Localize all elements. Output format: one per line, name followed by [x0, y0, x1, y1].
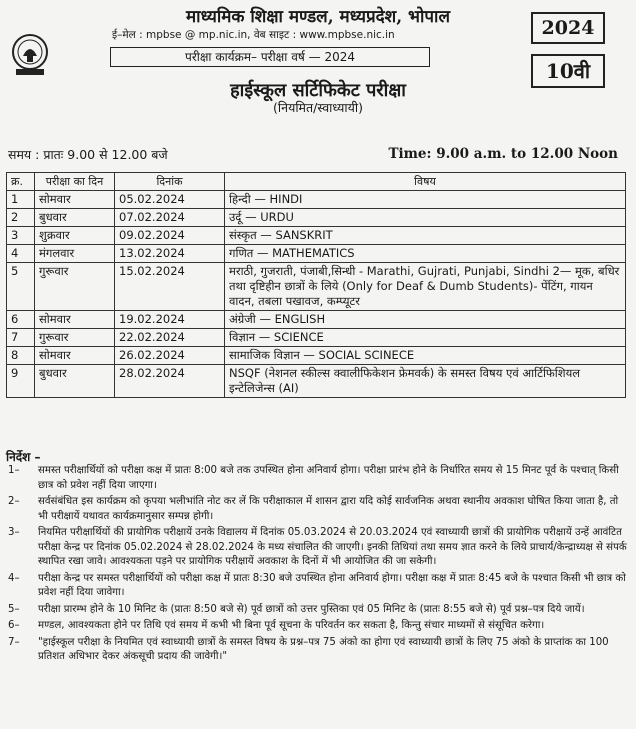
instruction-item: [8, 464, 628, 493]
row-date: 15.02.2024: [115, 263, 225, 311]
instruction-item: [8, 636, 628, 665]
table-header-row: [7, 173, 626, 191]
exam-subtitle: (नियमित/स्वाध्यायी): [273, 100, 363, 115]
instruction-number: 3–: [8, 527, 20, 538]
instructions-title: निर्देश –: [6, 450, 41, 464]
year-badge: 2024: [531, 12, 605, 44]
program-title: परीक्षा कार्यक्रम– परीक्षा वर्ष — 2024: [110, 47, 430, 67]
table-row: [7, 347, 626, 365]
instruction-item: [8, 603, 628, 618]
row-day: सोमवार: [35, 347, 115, 365]
table-row: [7, 227, 626, 245]
row-subject: संस्कृत — SANSKRIT: [225, 227, 626, 245]
row-date: 05.02.2024: [115, 191, 225, 209]
time-hindi: समय : प्रातः 9.00 से 12.00 बजे: [8, 147, 168, 162]
instruction-text: परीक्षा केन्द्र पर समस्त परीक्षार्थियों को परीक्षा कक्ष में प्रातः 8:30 बजे उपस्थित होना अनिवार्य होगा। परीक्षा कक्ष में प्रातः 8:45 बजे के पश्चात किसी भी छात्र को प्रवेश नहीं दिया जावेगा।: [38, 572, 626, 598]
table-row: [7, 311, 626, 329]
row-day: मंगलवार: [35, 245, 115, 263]
instruction-number: 2–: [8, 496, 20, 507]
row-subject: विज्ञान — SCIENCE: [225, 329, 626, 347]
instruction-text: "हाईस्कूल परीक्षा के नियमित एवं स्वाध्यायी छात्रों के समस्त विषय के प्रश्न–पत्र 75 अंको का होगा एवं स्वाध्यायी छात्रों के लिए 75 अंको के प्राप्तांक का 100 प्रतिशत अधिभार देकर अंकसूची प्रदाय की जावेगी।": [38, 636, 609, 662]
exam-title: हाईस्कूल सर्टिफिकेट परीक्षा: [230, 80, 406, 101]
instructions-list: [8, 464, 628, 667]
contact-line: ई–मेल : mpbse @ mp.nic.in, वेब साइट : www.mpbse.nic.in: [112, 29, 395, 41]
row-day: बुधवार: [35, 365, 115, 398]
header-day: परीक्षा का दिन: [35, 173, 115, 191]
table-row: [7, 191, 626, 209]
row-date: 26.02.2024: [115, 347, 225, 365]
row-date: 13.02.2024: [115, 245, 225, 263]
row-subject: सामाजिक विज्ञान — SOCIAL SCINECE: [225, 347, 626, 365]
row-serial: 9: [7, 365, 35, 398]
header-subject: विषय: [225, 173, 626, 191]
row-date: 07.02.2024: [115, 209, 225, 227]
row-date: 19.02.2024: [115, 311, 225, 329]
instruction-number: 4–: [8, 572, 20, 584]
instruction-item: [8, 572, 628, 601]
row-serial: 8: [7, 347, 35, 365]
instruction-text: परीक्षा प्रारम्भ होने के 10 मिनिट के (प्रातः 8:50 बजे से) पूर्व छात्रों को उत्तर पुस्तिका एवं 05 मिनिट के (प्रातः 8:55 बजे से) पूर्व प्रश्न–पत्र दिये जायें।: [38, 603, 585, 615]
row-date: 28.02.2024: [115, 365, 225, 398]
row-day: गुरूवार: [35, 263, 115, 311]
row-serial: 4: [7, 245, 35, 263]
row-subject: मराठी, गुजराती, पंजाबी,सिन्धी - Marathi, Gujrati, Punjabi, Sindhi 2— मूक, बधिर तथा दृष्टिहीन छात्रों के लिये (Only for Deaf & Dumb Students)- पेंटिंग, गायन वादन, तबला पखावज, कम्प्यूटर: [225, 263, 626, 311]
board-logo-icon: [10, 32, 50, 76]
row-serial: 1: [7, 191, 35, 209]
row-serial: 3: [7, 227, 35, 245]
row-serial: 7: [7, 329, 35, 347]
row-day: सोमवार: [35, 191, 115, 209]
table-row: [7, 209, 626, 227]
header-serial: क्र.: [7, 173, 35, 191]
board-name: माध्यमिक शिक्षा मण्डल, मध्यप्रदेश, भोपाल: [186, 7, 450, 27]
instruction-text: समस्त परीक्षार्थियों को परीक्षा कक्ष में प्रातः 8:00 बजे तक उपस्थित होना अनिवार्य होगा। परीक्षा प्रारंभ होने के निर्धारित समय से 15 मिनट पूर्व के पश्चात् किसी छात्र को प्रवेश नहीं दिया जाएगा।: [38, 465, 619, 491]
row-subject: हिन्दी — HINDI: [225, 191, 626, 209]
instruction-text: सर्वसंबंधित इस कार्यक्रम को कृपया भलीभांति नोट कर लें कि परीक्षाकाल में शासन द्वारा यदि कोई सार्वजनिक अथवा स्थानीय अवकाश घोषित किया जाता है, तो भी परीक्षायें यथावत कार्यक्रमानुसार सम्पन्न होगी।: [38, 496, 619, 522]
instruction-text: नियमित परीक्षार्थियों की प्रायोगिक परीक्षायें उनके विद्यालय में दिनांक 05.03.2024 से 20.03.2024 एवं स्वाध्यायी छात्रों की प्रायोगिक परीक्षायें उन्हें आवंटित परीक्षा केन्द्र पर दिनांक 05.02.2024 से 28.02.2024 के मध्य संचालित की जाएगी। इनकी तिथियां तथा समय ज्ञात करने के लिये प्राचार्य/केन्द्राध्यक्ष से संपर्क स्थापित रखा जावे। आवश्यकता पड़ने पर प्रायोगिक परीक्षायें अवकाश के दिनों में भी आयोजित की जा सकेगी।: [38, 527, 627, 567]
row-date: 22.02.2024: [115, 329, 225, 347]
row-serial: 6: [7, 311, 35, 329]
row-date: 09.02.2024: [115, 227, 225, 245]
row-subject: अंग्रेजी — ENGLISH: [225, 311, 626, 329]
instruction-item: [8, 526, 628, 570]
instruction-item: [8, 495, 628, 524]
row-day: बुधवार: [35, 209, 115, 227]
class-badge: 10वी: [531, 54, 605, 88]
row-subject: NSQF (नेशनल स्कील्स क्वालीफिकेशन फ्रेमवर्क) के समस्त विषय एवं आर्टिफिशियल इन्टेलिजेन्स (AI): [225, 365, 626, 398]
row-day: गुरूवार: [35, 329, 115, 347]
time-english: Time: 9.00 a.m. to 12.00 Noon: [388, 146, 618, 162]
row-serial: 2: [7, 209, 35, 227]
row-day: सोमवार: [35, 311, 115, 329]
row-subject: गणित — MATHEMATICS: [225, 245, 626, 263]
instruction-text: मण्डल, आवश्यकता होने पर तिथि एवं समय में कभी भी बिना पूर्व सूचना के परिवर्तन कर सकता है, किन्तु संचार माध्यमों से संसूचित करेगा।: [38, 620, 545, 631]
instruction-number: 1–: [8, 465, 20, 476]
table-row: [7, 263, 626, 311]
table-row: [7, 245, 626, 263]
row-serial: 5: [7, 263, 35, 311]
instruction-number: 6–: [8, 620, 20, 631]
table-row: [7, 329, 626, 347]
instruction-number: 5–: [8, 603, 20, 615]
instruction-number: 7–: [8, 636, 20, 648]
instruction-item: [8, 619, 628, 634]
schedule-table: [6, 172, 626, 398]
table-row: [7, 365, 626, 398]
row-subject: उर्दू — URDU: [225, 209, 626, 227]
header-date: दिनांक: [115, 173, 225, 191]
row-day: शुक्रवार: [35, 227, 115, 245]
